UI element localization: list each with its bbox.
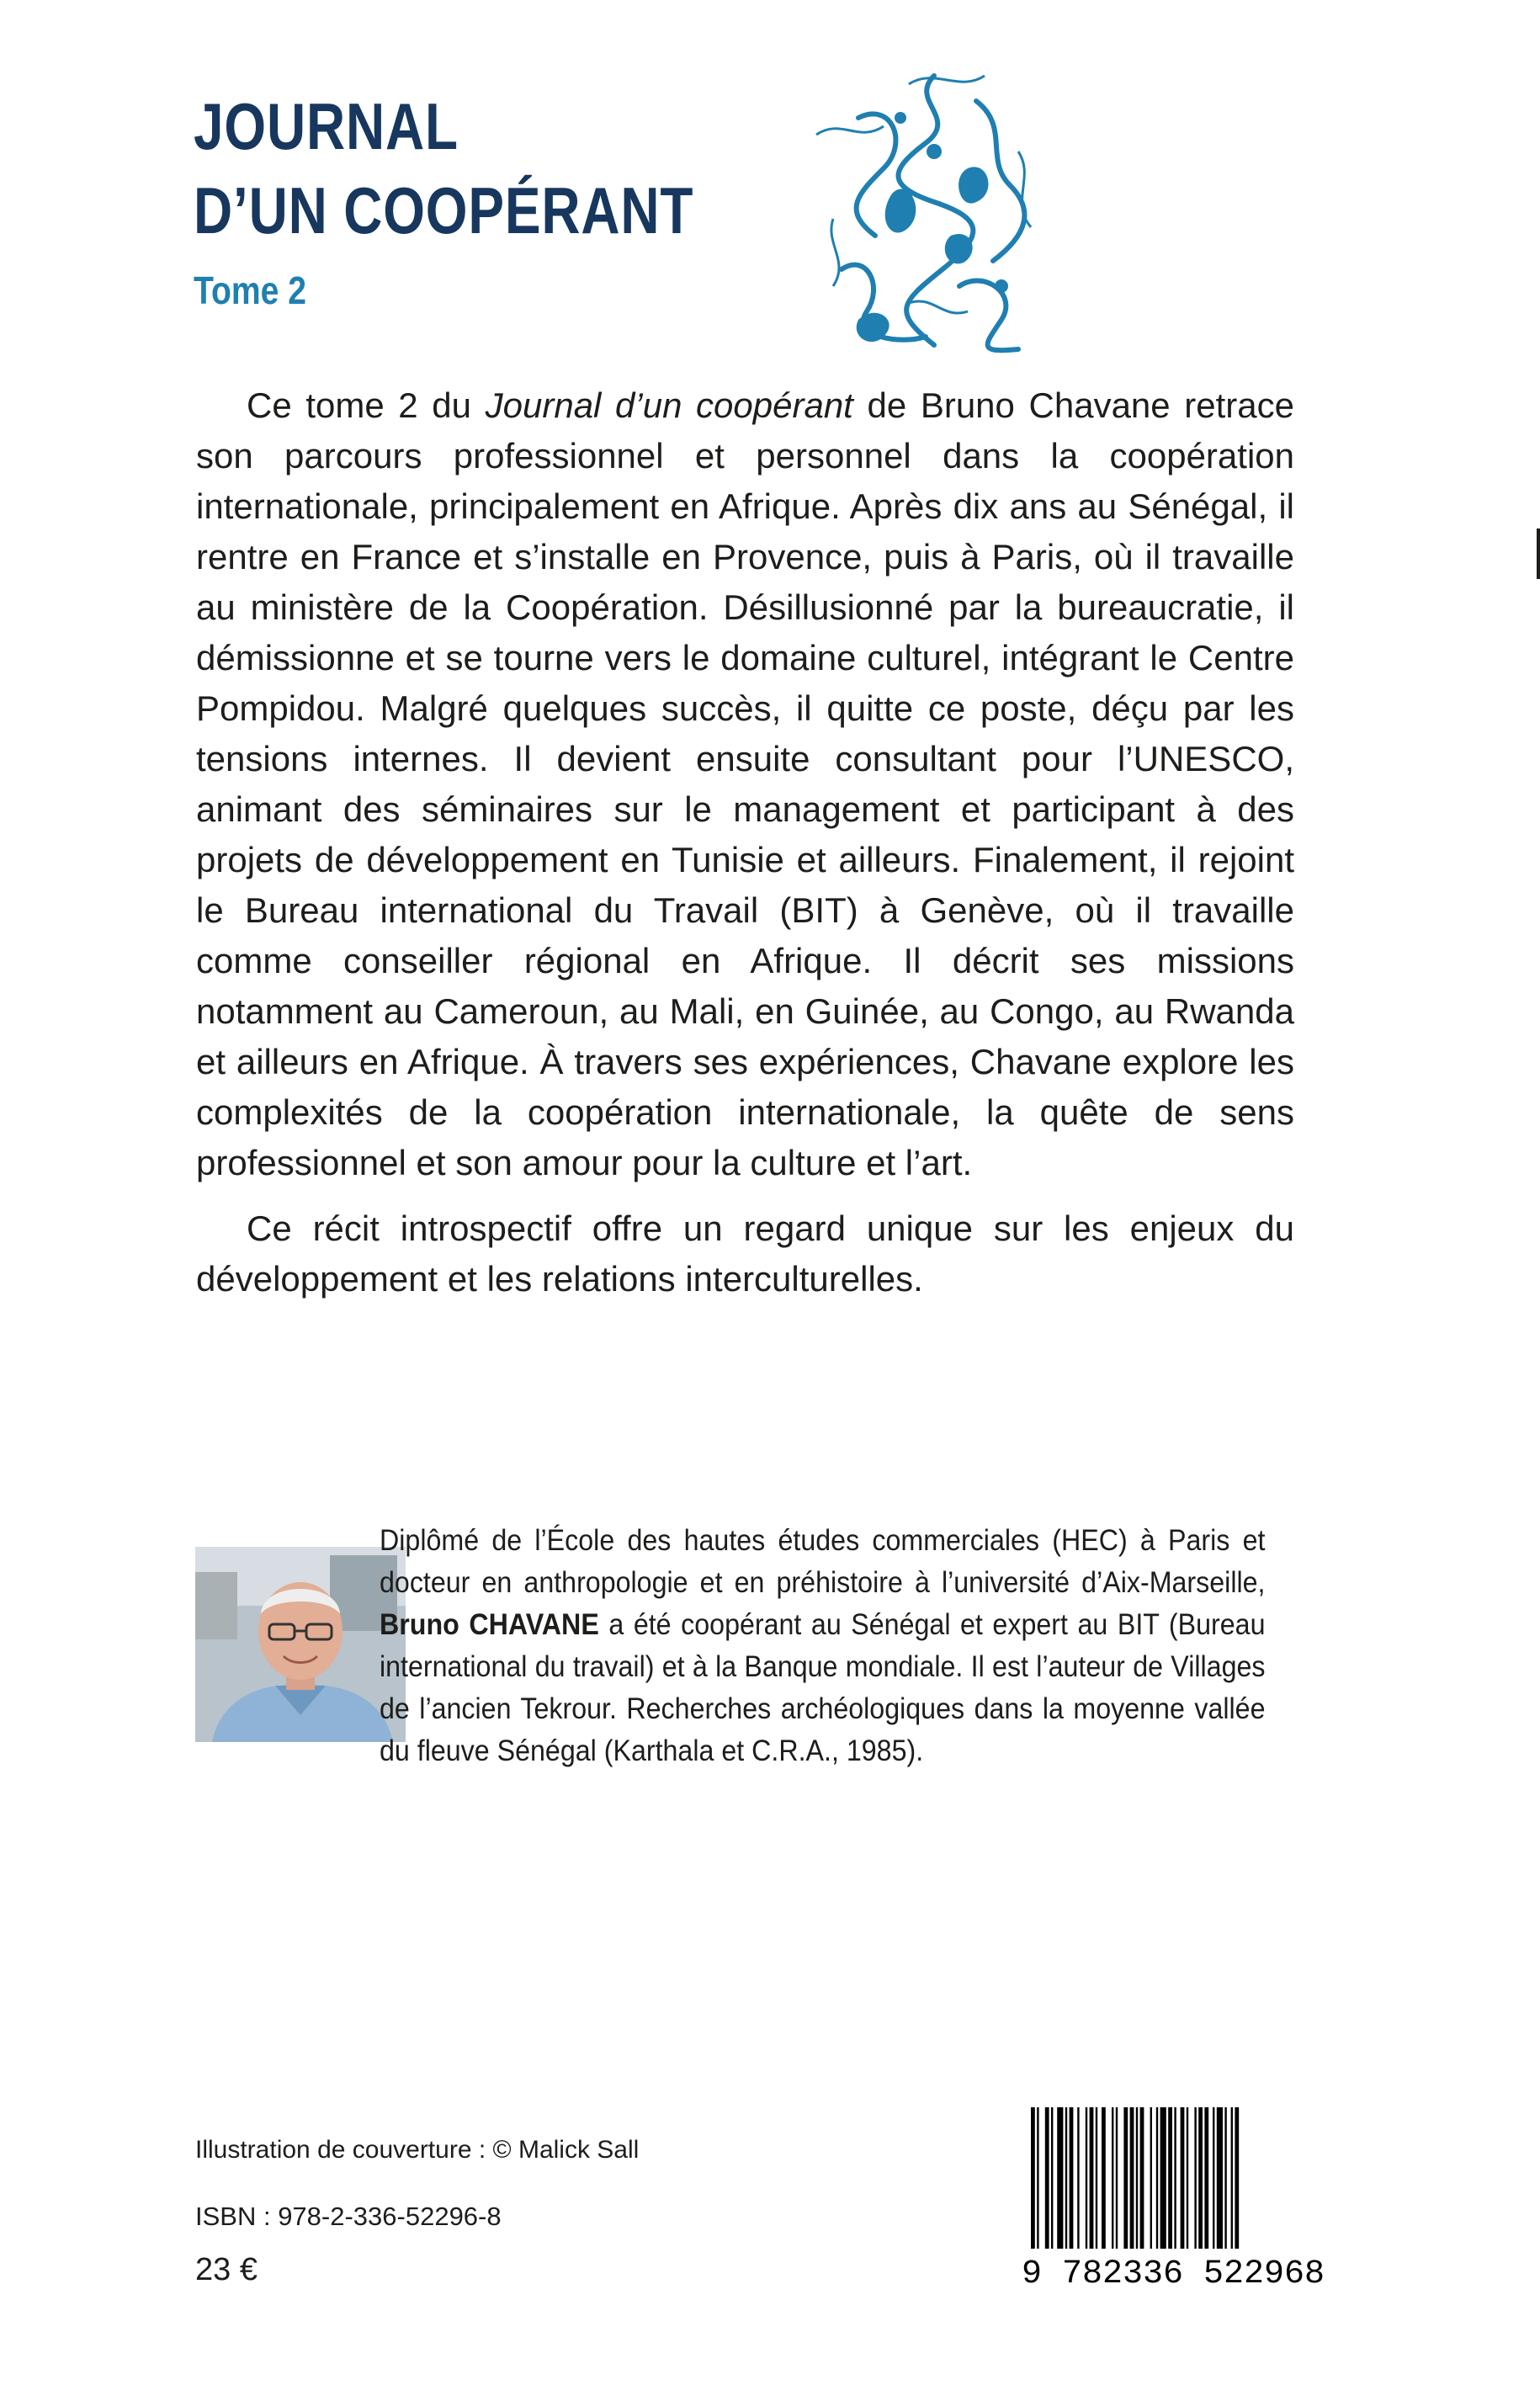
barcode-bar [1156,2107,1158,2249]
illustration-credit: Illustration de couverture : © Malick Sall [195,2136,640,2164]
blurb-lead: Ce tome 2 du [247,385,486,425]
barcode-bar [1102,2107,1106,2249]
blurb-body: de Bruno Chavane retrace son parcours professionnel et personnel dans la coopération internationale, principalement en Afrique. Après dix ans au Sénégal, il rentre en France et s’installe en Provence, puis à Paris, où il travaille au ministère de la Coopération. Désillusionné par la bureaucratie, il démissionne et se tourne vers le domaine culturel, intégrant le Centre Pompidou. Malgré quelques succès, il quitte ce poste, déçu par les tensions internes. Il devient ensuite consultant pour l’UNESCO, animant des séminaires sur le management et participant à des projets de développement en Tunisie et ailleurs. Finalement, il rejoint le Bureau international du Travail (BIT) à Genève, où il travaille comme conseiller régional en Afrique. Il décrit ses missions notamment au Cameroun, au Mali, en Guinée, au Congo, au Rwanda et ailleurs en Afrique. À travers ses expériences, Chavane explore les complexités de la coopération internationale, la quête de sens professionnel et son amour pour la culture et l’art. [196,385,1294,1182]
barcode-bar [1213,2107,1214,2249]
barcode-bar [1174,2107,1176,2249]
barcode-bar [1070,2107,1074,2249]
price: 23 € [195,2252,258,2287]
barcode-bar [1045,2107,1049,2249]
barcode-bar [1090,2107,1094,2249]
barcode-bar [1136,2107,1138,2249]
bio-lead: Diplômé de l’École des hautes études commerciales (HEC) à Paris et docteur en anthropologie et en préhistoire à l’université d’Aix-Marseille, [380,1524,1266,1599]
barcode-bar [1140,2107,1144,2249]
barcode-bar [1150,2107,1152,2249]
book-title [194,84,693,252]
barcode-bar [1065,2107,1067,2249]
barcode-bar [1168,2107,1172,2249]
barcode-bar [1130,2107,1134,2249]
barcode-bar [1112,2107,1113,2249]
author-photo [195,1547,406,1742]
barcode-bar [1181,2107,1185,2249]
volume-label: Tome 2 [194,268,306,312]
barcode-bar [1217,2107,1223,2249]
book-title-reference: Journal d’un coopérant [485,385,853,425]
blurb-paragraph-1 [196,380,1294,1188]
isbn-barcode [1012,2101,1334,2287]
isbn: ISBN : 978-2-336-52296-8 [195,2202,502,2231]
barcode-bar [1031,2107,1035,2249]
cover-illustration [808,67,1043,362]
title-line-2: D’UN COOPÉRANT [194,173,694,247]
title-line-1: JOURNAL [194,89,459,163]
barcode-digits: 9 782336 522968 [1021,2255,1325,2287]
barcode-bar [1096,2107,1097,2249]
edge-mark [1537,529,1540,579]
barcode-bar [1224,2107,1226,2249]
author-name: Bruno CHAVANE [380,1608,599,1641]
back-cover-blurb [196,380,1294,1304]
barcode-bar [1123,2107,1128,2249]
barcode-bar [1160,2107,1166,2249]
barcode-bar [1187,2107,1188,2249]
author-bio [380,1520,1265,1772]
barcode-bar [1204,2107,1208,2249]
blurb-paragraph-2: Ce récit introspectif offre un regard unique sur les enjeux du développement et les relations interculturelles. [196,1208,1294,1299]
barcode-bar [1116,2107,1118,2249]
barcode-bar [1235,2107,1239,2249]
barcode-bar [1057,2107,1063,2249]
barcode-bar [1051,2107,1053,2249]
barcode-bar [1037,2107,1038,2249]
bio-rest: a été coopérant au Sénégal et expert au BIT (Bureau international du travail) et à la Banque mondiale. Il est l’auteur de Villages de l’ancien Tekrour. Recherches archéologiques dans la moyenne vallée du fleuve Sénégal (Karthala et C.R.A., 1985). [380,1608,1266,1767]
barcode-bar [1194,2107,1196,2249]
barcode-bar [1086,2107,1087,2249]
barcode-bar [1231,2107,1233,2249]
barcode-bar [1198,2107,1203,2249]
barcode-bar [1077,2107,1079,2249]
